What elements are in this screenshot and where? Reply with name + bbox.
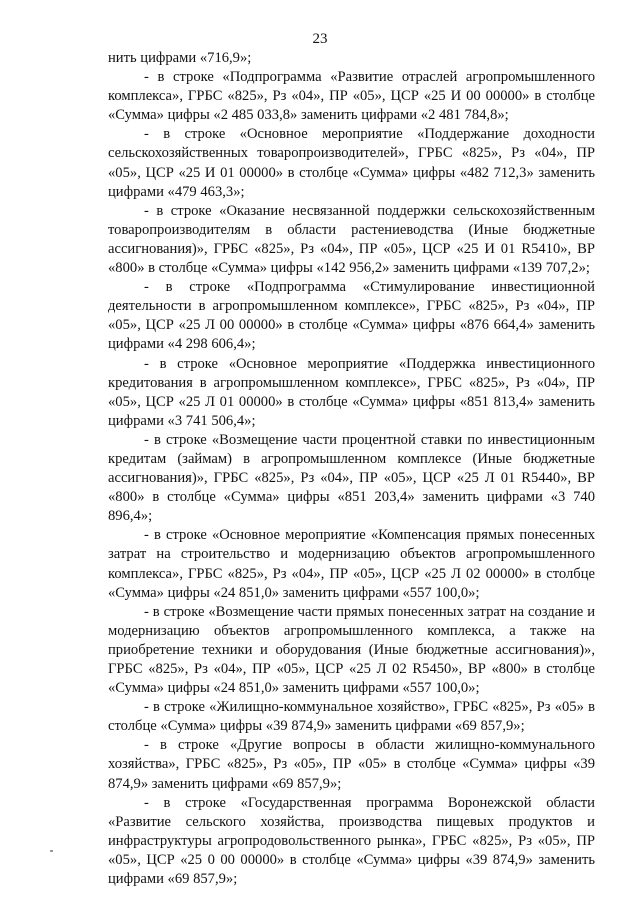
paragraph-item: - в строке «Возмещение части прямых понесенных затрат на создание и модернизацию объектов агропромышленного комплекса, а также на приобретение техники и оборудования (Иные бюджетные ассигнования)», ГРБС «825», Рз «04», ПР «05», ЦСР «25 Л 02 R5450», ВР «800» в столбце «Сумма» цифры «24 851,0» заменить цифрами «557 100,0»; xyxy=(108,603,595,697)
paragraph-item: - в строке «Возмещение части процентной ставки по инвестиционным кредитам (займам) в агропромышленном комплексе (Иные бюджетные ассигнования)», ГРБС «825», Рз «04», ПР «05», ЦСР «25 Л 01 R5440», ВР «800» в столбце «Сумма» цифры «851 203,4» заменить цифрами «3 740 896,4»; xyxy=(108,431,595,525)
margin-mark xyxy=(50,850,53,852)
paragraph-item: - в строке «Жилищно-коммунальное хозяйство», ГРБС «825», Рз «05» в столбце «Сумма» цифры «39 874,9» заменить цифрами «69 857,9»; xyxy=(108,699,595,735)
paragraph-item: - в строке «Основное мероприятие «Компенсация прямых понесенных затрат на строительство и модернизацию объектов агропромышленного комплекса», ГРБС «825», Рз «04», ПР «05», ЦСР «25 Л 02 00000» в столбце «Сумма» цифры «24 851,0» заменить цифрами «557 100,0»; xyxy=(108,527,595,601)
paragraph-item: - в строке «Государственная программа Воронежской области «Развитие сельского хозяйства, производства пищевых продуктов и инфраструктуры агропродовольственного рынка», ГРБС «825», Рз «05», ПР «05», ЦСР «25 0 00 00000» в столбце «Сумма» цифры «39 874,9» заменить цифрами «69 857,9»; xyxy=(108,794,595,888)
paragraph-item: - в строке «Другие вопросы в области жилищно-коммунального хозяйства», ГРБС «825», Рз «05», ПР «05» в столбце «Сумма» цифры «39 874,9» заменить цифрами «69 857,9»; xyxy=(108,737,595,792)
document-body xyxy=(108,49,595,889)
page-number: 23 xyxy=(312,31,328,47)
paragraph-item: - в строке «Оказание несвязанной поддержки сельскохозяйственным товаропроизводителям в области растениеводства (Иные бюджетные ассигнования)», ГРБС «825», Рз «04», ПР «05», ЦСР «25 И 01 R5410», ВР «800» в столбце «Сумма» цифры «142 956,2» заменить цифрами «139 707,2»; xyxy=(108,202,595,277)
paragraph-item: - в строке «Основное мероприятие «Поддержка инвестиционного кредитования в агропромышленном комплексе», ГРБС «825», Рз «04», ПР «05», ЦСР «25 Л 01 00000» в столбце «Сумма» цифры «851 813,4» заменить цифрами «3 741 506,4»; xyxy=(108,355,595,429)
paragraph-item: - в строке «Подпрограмма «Стимулирование инвестиционной деятельности в агропромышленном комплексе», ГРБС «825», Рз «04», ПР «05», ЦСР «25 Л 00 00000» в столбце «Сумма» цифры «876 664,4» заменить цифрами «4 298 606,4»; xyxy=(108,279,595,353)
paragraph-continuation: нить цифрами «716,9»; xyxy=(108,50,252,66)
paragraph-item: - в строке «Подпрограмма «Развитие отраслей агропромышленного комплекса», ГРБС «825», Рз «04», ПР «05», ЦСР «25 И 00 00000» в столбце «Сумма» цифры «2 485 033,8» заменить цифрами «2 481 784,8»; xyxy=(108,69,595,124)
paragraph-item: - в строке «Основное мероприятие «Поддержание доходности сельскохозяйственных товаропроизводителей», ГРБС «825», Рз «04», ПР «05», ЦСР «25 И 01 00000» в столбце «Сумма» цифры «482 712,3» заменить цифрами «479 463,3»; xyxy=(108,126,595,200)
